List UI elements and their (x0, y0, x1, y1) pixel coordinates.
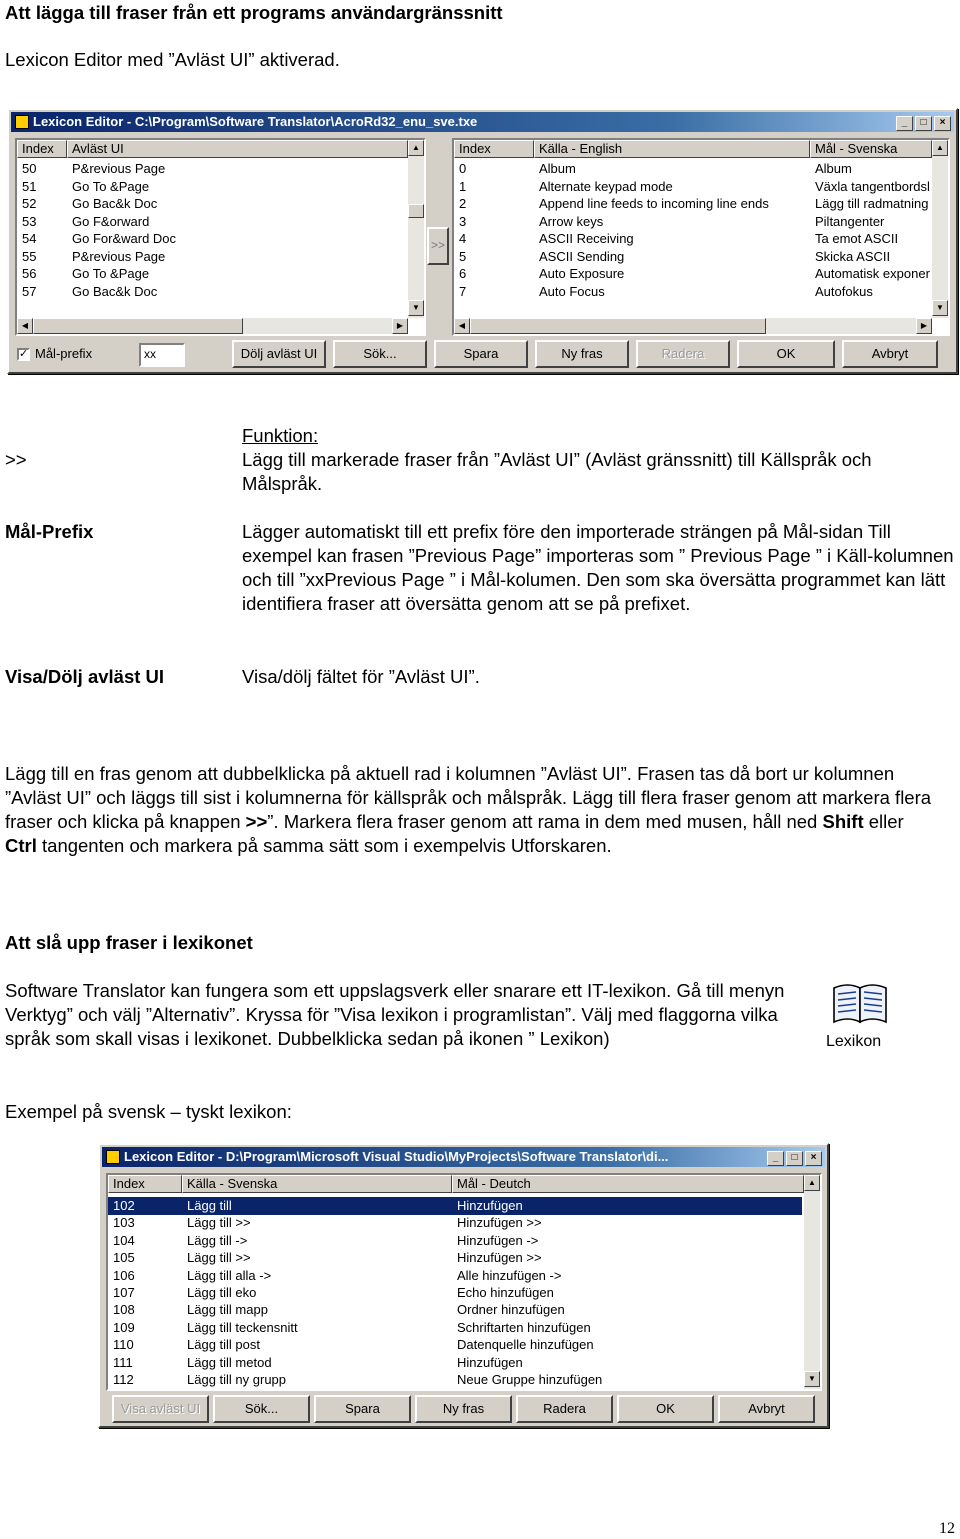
table-cell: 52 (22, 196, 37, 211)
table-cell: Lägg till (187, 1198, 232, 1213)
function-header: Funktion: (242, 425, 319, 446)
function-key-transfer: >> (5, 449, 27, 470)
lexicon-row[interactable] (108, 1214, 802, 1232)
table-cell: 51 (22, 178, 37, 194)
add-phrase-paragraph (5, 762, 935, 858)
lexicon-row[interactable] (454, 160, 932, 178)
scroll-thumb[interactable] (470, 318, 766, 334)
table-cell: 112 (113, 1372, 134, 1387)
column-header-avlast-ui[interactable]: Avläst UI (67, 140, 408, 158)
table-cell: Go Bac&k Doc (72, 283, 158, 299)
lexicon-list-2[interactable] (106, 1173, 822, 1391)
column-header-index[interactable]: Index (17, 140, 67, 158)
column-header-index[interactable]: Index (108, 1175, 182, 1193)
table-cell: Lägg till alla -> (187, 1267, 272, 1283)
table-cell: Lägg till >> (187, 1215, 251, 1231)
avlast-ui-row[interactable] (17, 195, 408, 213)
table-cell: Append line feeds to incoming line ends (539, 196, 769, 211)
table-cell: 3 (459, 213, 467, 229)
lexicon-list[interactable] (452, 138, 950, 336)
search-button[interactable]: Sök... (333, 340, 427, 368)
section-heading-lookup: Att slå upp fraser i lexikonet (5, 932, 253, 953)
table-cell: Lägg till >> (187, 1250, 251, 1266)
lexicon-list-2-header (108, 1175, 820, 1193)
table-cell: Go To &Page (72, 266, 150, 281)
table-cell: ASCII Sending (539, 248, 625, 264)
table-cell: 7 (459, 283, 467, 299)
table-cell: 55 (22, 248, 37, 264)
table-cell: 102 (113, 1198, 135, 1213)
function-key-mal-prefix: Mål-Prefix (5, 521, 94, 542)
prefix-input[interactable]: xx (139, 343, 185, 367)
table-cell: P&revious Page (72, 161, 166, 176)
book-icon (830, 980, 890, 1026)
table-cell: Lägg till eko (187, 1285, 257, 1300)
lexicon-editor-window-1 (7, 108, 958, 374)
avlast-ui-row[interactable] (17, 230, 408, 248)
table-cell: Go For&ward Doc (72, 231, 177, 246)
section-heading-add-phrases: Att lägga till fraser från ett programs användargränssnitt (5, 2, 503, 23)
shift-key-text: Shift (822, 811, 864, 832)
table-cell: 108 (113, 1302, 135, 1318)
avlast-ui-vertical-scrollbar[interactable] (408, 140, 424, 318)
table-cell: 54 (22, 231, 37, 246)
scroll-down-icon[interactable]: ▼ (804, 1371, 820, 1387)
table-cell: 56 (22, 266, 37, 281)
table-cell: 4 (459, 231, 467, 246)
table-cell: Växla tangentbordsl (815, 178, 930, 194)
table-cell: 5 (459, 248, 467, 264)
avlast-ui-row[interactable] (17, 265, 408, 283)
lexicon-list-header (454, 140, 948, 158)
table-cell: Skicka ASCII (815, 248, 891, 264)
intro-text: Lexicon Editor med ”Avläst UI” aktiverad. (5, 49, 340, 70)
paragraph-text: ”. Markera flera fraser genom att rama in dem med musen, håll ned (267, 811, 823, 832)
new-phrase-button[interactable]: Ny fras (415, 1395, 512, 1423)
lexicon-row[interactable] (108, 1249, 802, 1267)
table-cell: Lägg till -> (187, 1232, 248, 1248)
table-cell: 50 (22, 161, 37, 176)
table-cell: Lägg till metod (187, 1354, 272, 1370)
lookup-paragraph: Software Translator kan fungera som ett uppslagsverk eller snarare ett IT-lexikon. Gå till menyn Verktyg” och välj ”Alternativ”. Kryssa för ”Visa lexikon i programlistan”. Välj med flaggorna vilka språk som skall visas i lexikonet. Dubbelklicka sedan på ikonen ” Lexikon) (5, 980, 785, 1049)
ok-button[interactable]: OK (737, 340, 835, 368)
minimize-icon[interactable]: _ (896, 116, 913, 131)
scroll-left-icon[interactable]: ◀ (454, 318, 470, 334)
table-cell: Lägg till teckensnitt (187, 1319, 298, 1335)
table-cell: Go Bac&k Doc (72, 196, 158, 211)
paragraph-text: tangenten och markera på samma sätt som i exempelvis Utforskaren. (36, 835, 612, 856)
cancel-button[interactable]: Avbryt (842, 340, 938, 368)
scroll-thumb[interactable] (33, 318, 243, 334)
function-desc-show-hide: Visa/dölj fältet för ”Avläst UI”. (242, 666, 480, 687)
page-number: 12 (939, 1520, 955, 1537)
app-icon (15, 115, 29, 129)
lexicon-row[interactable] (108, 1284, 802, 1302)
paragraph-text: Lägg till en fras genom att dubbelklicka på aktuell rad i kolumnen ”Avläst UI”. Frasen tas då bort ur kolumnen ”Avläst UI” och läggs till sist i kolumnerna för källspråk och målspråk. Lägg till flera fraser genom att markera flera fraser och klicka på knappen (5, 763, 932, 832)
avlast-ui-row[interactable] (17, 248, 408, 266)
table-cell: 105 (113, 1250, 135, 1266)
scroll-right-icon[interactable]: ▶ (392, 318, 408, 334)
new-phrase-button[interactable]: Ny fras (535, 340, 629, 368)
column-header-target[interactable]: Mål - Svenska (810, 140, 932, 158)
lexicon-row[interactable] (454, 195, 932, 213)
scroll-right-icon[interactable]: ▶ (916, 318, 932, 334)
window-2-titlebar (102, 1147, 825, 1167)
show-avlast-ui-button[interactable]: Visa avläst UI (112, 1395, 209, 1423)
minimize-icon[interactable]: _ (767, 1151, 784, 1166)
table-cell: 111 (113, 1354, 133, 1370)
example-label: Exempel på svensk – tyskt lexikon: (5, 1101, 292, 1122)
paragraph-text: eller (863, 811, 904, 832)
delete-button[interactable]: Radera (636, 340, 730, 368)
avlast-ui-row[interactable] (17, 213, 408, 231)
scroll-up-icon[interactable]: ▲ (408, 140, 424, 156)
lexicon-row[interactable] (454, 230, 932, 248)
lexicon-row[interactable] (108, 1354, 802, 1372)
table-cell: Hinzufügen -> (457, 1232, 539, 1248)
table-cell: Alle hinzufügen -> (457, 1267, 562, 1283)
table-cell: 110 (113, 1337, 134, 1353)
table-cell: Lägg till ny grupp (187, 1372, 287, 1387)
ok-button[interactable]: OK (617, 1395, 714, 1423)
delete-button[interactable]: Radera (516, 1395, 613, 1423)
table-cell: Neue Gruppe hinzufügen (457, 1372, 603, 1387)
column-header-source[interactable]: Källa - English (534, 140, 810, 158)
table-cell: Hinzufügen (457, 1198, 523, 1213)
column-header-target[interactable]: Mål - Deutch (452, 1175, 804, 1193)
lexicon-row[interactable] (108, 1232, 802, 1250)
table-cell: Autofokus (815, 283, 873, 299)
table-cell: Lägg till radmatning (815, 196, 929, 211)
function-desc-transfer: Lägg till markerade fraser från ”Avläst UI” (Avläst gränssnitt) till Källspråk och Målspråk. (242, 449, 872, 494)
table-cell: Hinzufügen >> (457, 1215, 542, 1231)
lexicon-row[interactable] (454, 213, 932, 231)
table-cell: Lägg till post (187, 1337, 260, 1353)
table-cell: ASCII Receiving (539, 231, 634, 246)
avlast-ui-list-header (17, 140, 424, 158)
table-cell: 2 (459, 196, 467, 211)
window-2-title: Lexicon Editor - D:\Program\Microsoft Visual Studio\MyProjects\Software Translator\di... (124, 1149, 669, 1164)
avlast-ui-horizontal-scrollbar[interactable] (17, 318, 408, 334)
function-desc-mal-prefix: Lägger automatiskt till ett prefix före den importerade strängen på Mål-sidan Till exempel kan frasen ”Previous Page” importeras som ” Previous Page ” i Käll-kolumnen och till ”xxPrevious Page ” i Mål-kolumen. Den som ska översätta programmet kan lätt identifiera fraser att översätta genom att se på prefixet. (242, 521, 954, 614)
table-cell: 103 (113, 1215, 135, 1231)
table-cell: Hinzufügen >> (457, 1250, 542, 1266)
avlast-ui-row[interactable] (17, 160, 408, 178)
avlast-ui-row[interactable] (17, 283, 408, 301)
save-button[interactable]: Spara (434, 340, 528, 368)
app-icon (106, 1150, 120, 1164)
transfer-key-text: >> (245, 811, 268, 832)
table-cell: Automatisk exponer (815, 266, 930, 281)
maximize-icon[interactable]: □ (915, 116, 932, 131)
avlast-ui-row[interactable] (17, 178, 408, 196)
table-cell: Schriftarten hinzufügen (457, 1319, 591, 1335)
mal-prefix-checkbox[interactable]: ✓ (19, 348, 29, 360)
maximize-icon[interactable]: □ (786, 1151, 803, 1166)
table-cell: Arrow keys (539, 213, 604, 229)
lexicon-row[interactable] (454, 283, 932, 301)
search-button[interactable]: Sök... (213, 1395, 310, 1423)
table-cell: Album (815, 161, 852, 176)
cancel-button[interactable]: Avbryt (718, 1395, 815, 1423)
lexicon-vertical-scrollbar[interactable] (932, 140, 948, 318)
table-cell: Album (539, 161, 576, 176)
lexicon-2-vertical-scrollbar[interactable] (804, 1175, 820, 1389)
lexicon-row[interactable] (454, 178, 932, 196)
lexikon-icon-label: Lexikon (826, 1033, 882, 1050)
lexicon-row[interactable] (108, 1319, 802, 1337)
save-button[interactable]: Spara (314, 1395, 411, 1423)
lexicon-row[interactable] (108, 1336, 802, 1354)
lexicon-row[interactable] (108, 1301, 802, 1319)
hide-avlast-ui-button[interactable]: Dölj avläst UI (232, 340, 326, 368)
window-1-titlebar (11, 112, 954, 132)
table-cell: Auto Exposure (539, 266, 625, 281)
scroll-left-icon[interactable]: ◀ (17, 318, 33, 334)
mal-prefix-label: Mål-prefix (35, 346, 93, 361)
column-header-source[interactable]: Källa - Svenska (182, 1175, 452, 1193)
lexicon-row[interactable] (454, 265, 932, 283)
table-cell: P&revious Page (72, 248, 166, 264)
lexicon-editor-window-2 (98, 1143, 829, 1428)
column-header-index[interactable]: Index (454, 140, 534, 158)
table-cell: Alternate keypad mode (539, 178, 673, 194)
table-cell: 57 (22, 283, 37, 299)
table-cell: Ta emot ASCII (815, 231, 899, 246)
table-cell: 104 (113, 1232, 135, 1248)
lexicon-row[interactable] (454, 248, 932, 266)
window-1-title: Lexicon Editor - C:\Program\Software Translator\AcroRd32_enu_sve.txe (33, 114, 478, 129)
close-icon[interactable]: × (934, 116, 951, 131)
table-cell: Datenquelle hinzufügen (457, 1337, 594, 1353)
scroll-up-icon[interactable]: ▲ (932, 140, 948, 156)
function-key-show-hide: Visa/Dölj avläst UI (5, 666, 165, 687)
transfer-phrases-button[interactable]: >> (427, 227, 449, 265)
scroll-down-icon[interactable]: ▼ (932, 300, 948, 316)
table-cell: 6 (459, 266, 467, 281)
lexicon-row[interactable] (108, 1371, 802, 1389)
table-cell: Piltangenter (815, 213, 885, 229)
scroll-down-icon[interactable]: ▼ (408, 300, 424, 316)
table-cell: 0 (459, 161, 467, 176)
table-cell: Ordner hinzufügen (457, 1302, 565, 1318)
ctrl-key-text: Ctrl (5, 835, 37, 856)
table-cell: 106 (113, 1267, 135, 1283)
scroll-up-icon[interactable]: ▲ (804, 1175, 820, 1191)
close-icon[interactable]: × (805, 1151, 822, 1166)
table-cell: Hinzufügen (457, 1354, 523, 1370)
lexikon-icon[interactable] (826, 980, 890, 1056)
table-cell: Echo hinzufügen (457, 1285, 554, 1300)
lexicon-row[interactable] (108, 1267, 802, 1285)
table-cell: Go To &Page (72, 178, 150, 194)
lexicon-horizontal-scrollbar[interactable] (454, 318, 932, 334)
table-cell: 53 (22, 213, 37, 229)
table-cell: 1 (459, 178, 467, 194)
avlast-ui-list[interactable] (15, 138, 426, 336)
scroll-thumb[interactable] (408, 204, 424, 218)
table-cell: 107 (113, 1285, 135, 1300)
table-cell: Lägg till mapp (187, 1302, 268, 1318)
lexicon-row[interactable] (108, 1197, 802, 1215)
table-cell: Go F&orward (72, 213, 150, 229)
table-cell: 109 (113, 1319, 135, 1335)
table-cell: Auto Focus (539, 283, 605, 299)
